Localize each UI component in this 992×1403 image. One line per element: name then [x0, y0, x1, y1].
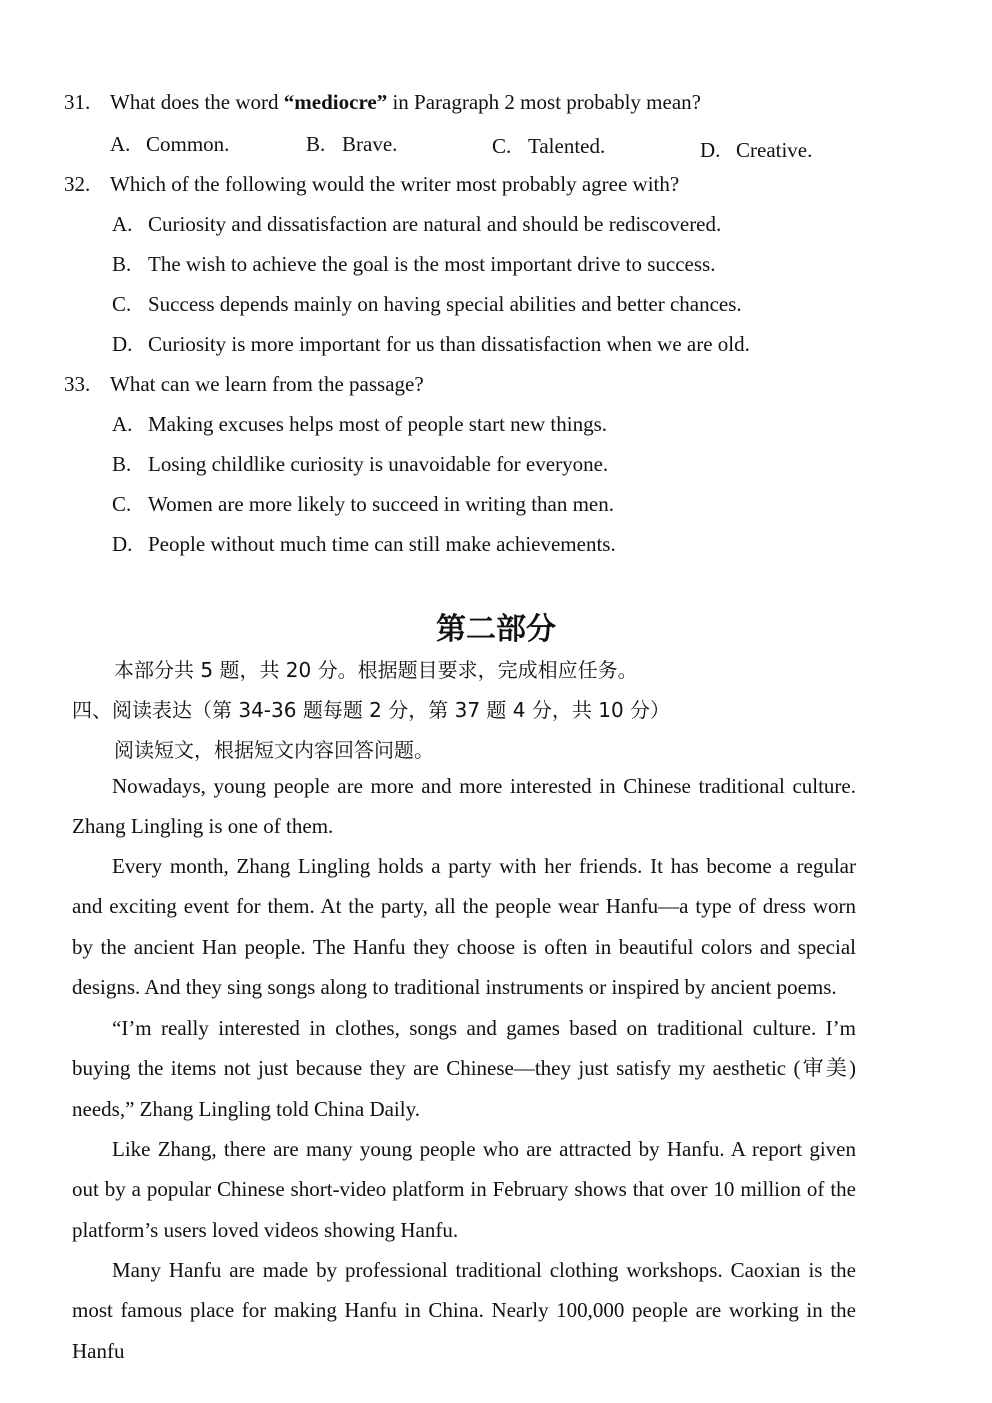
option-text: Brave.: [342, 132, 398, 156]
section-intro: 本部分共 5 题，共 20 分。根据题目要求，完成相应任务。: [114, 658, 638, 682]
option-text: Women are more likely to succeed in writing than men.: [148, 492, 614, 516]
option-c: [112, 492, 614, 517]
passage-paragraph: “I’m really interested in clothes, songs and games based on traditional culture. I’m buying the items not just because they are Chinese—they just satisfy my aesthetic (审美) needs,” Zhang Lingling told China Daily.: [72, 1016, 856, 1121]
reading-instruction: 阅读短文，根据短文内容回答问题。: [114, 738, 434, 762]
passage-paragraph: Every month, Zhang Lingling holds a party with her friends. It has become a regular and exciting event for them. At the party, all the people wear Hanfu—a type of dress worn by the ancient Han people. The Hanfu they choose is often in beautiful colors and special designs. And they sing songs along to traditional instruments or inspired by ancient poems.: [72, 854, 856, 1000]
option-letter: B.: [112, 252, 132, 276]
question-31-stem: [64, 90, 701, 115]
option-text: Common.: [146, 132, 230, 156]
question-number: 31.: [64, 90, 91, 114]
option-letter: A.: [110, 132, 131, 156]
question-number: 32.: [64, 172, 91, 196]
option-d: [112, 332, 750, 357]
question-text: Which of the following would the writer most probably agree with?: [110, 172, 680, 196]
part-heading: 四、阅读表达（第 34-36 题每题 2 分，第 37 题 4 分，共 10 分）: [72, 698, 671, 722]
option-text: Talented.: [528, 134, 606, 158]
passage-paragraph: Like Zhang, there are many young people who are attracted by Hanfu. A report given out by a popular Chinese short-video platform in February shows that over 10 million of the platform’s users loved videos showing Hanfu.: [72, 1137, 856, 1242]
option-text: Making excuses helps most of people start new things.: [148, 412, 608, 436]
option-letter: C.: [112, 492, 132, 516]
option-a: [110, 132, 229, 157]
option-b: [112, 452, 608, 477]
option-d: [112, 532, 616, 557]
option-text: People without much time can still make achievements.: [148, 532, 616, 556]
option-text: Success depends mainly on having special abilities and better chances.: [148, 292, 742, 316]
option-letter: D.: [112, 532, 133, 556]
option-text: The wish to achieve the goal is the most important drive to success.: [148, 252, 716, 276]
passage-paragraph: Many Hanfu are made by professional traditional clothing workshops. Caoxian is the most famous place for making Hanfu in China. Nearly 100,000 people are working in the Hanfu: [72, 1258, 856, 1363]
option-text: Curiosity is more important for us than dissatisfaction when we are old.: [148, 332, 750, 356]
option-text: Curiosity and dissatisfaction are natural and should be rediscovered.: [148, 212, 722, 236]
option-text: Losing childlike curiosity is unavoidable for everyone.: [148, 452, 609, 476]
option-letter: D.: [112, 332, 133, 356]
option-letter: D.: [700, 138, 721, 162]
option-letter: B.: [306, 132, 326, 156]
question-33-stem: [64, 372, 424, 397]
option-c: [112, 292, 742, 317]
option-c: [492, 134, 605, 159]
question-32-stem: [64, 172, 679, 197]
question-keyword: “mediocre”: [283, 90, 388, 114]
option-letter: C.: [492, 134, 512, 158]
passage-paragraph: Nowadays, young people are more and more interested in Chinese traditional culture. Zhang Lingling is one of them.: [72, 774, 856, 839]
option-text: Creative.: [736, 138, 813, 162]
question-text: What does the word: [110, 90, 284, 114]
section-title: 第二部分: [436, 612, 556, 647]
option-d: [700, 138, 812, 163]
option-letter: C.: [112, 292, 132, 316]
option-a: [112, 212, 721, 237]
question-text: in Paragraph 2 most probably mean?: [387, 90, 701, 114]
option-letter: B.: [112, 452, 132, 476]
option-a: [112, 412, 607, 437]
option-b: [306, 132, 397, 157]
question-number: 33.: [64, 372, 91, 396]
option-letter: A.: [112, 212, 133, 236]
option-letter: A.: [112, 412, 133, 436]
option-b: [112, 252, 715, 277]
question-text: What can we learn from the passage?: [110, 372, 424, 396]
